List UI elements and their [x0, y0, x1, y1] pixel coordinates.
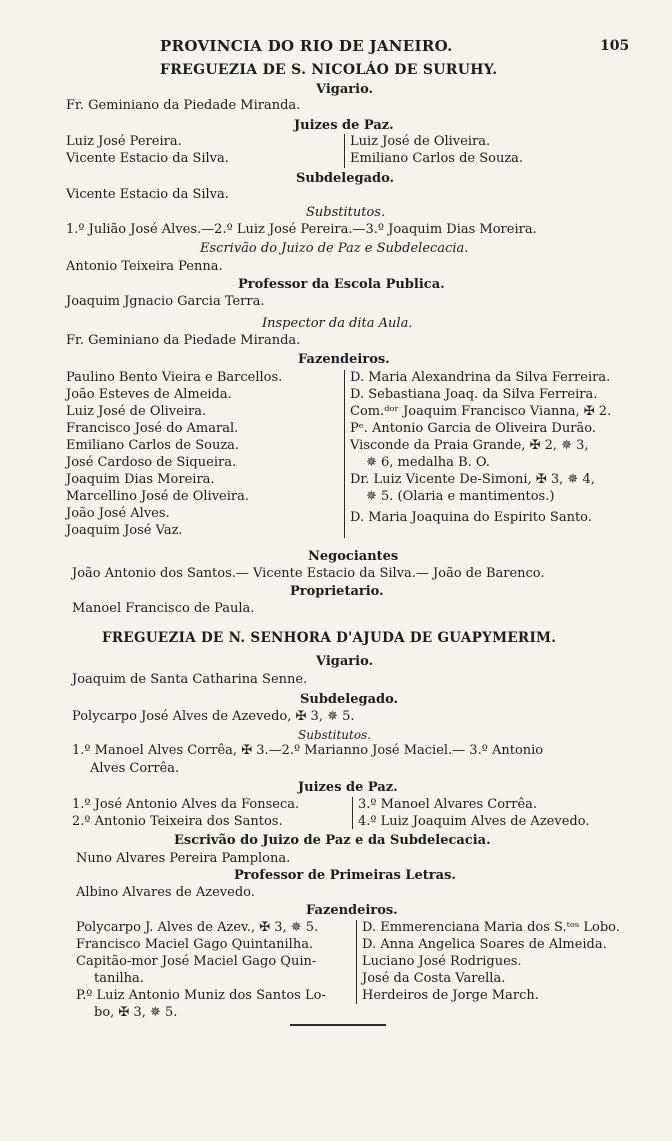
section-title-suruhy: FREGUEZIA DE S. NICOLÁO DE SURUHY. — [160, 62, 498, 78]
juizes-heading: Juizes de Paz. — [294, 118, 394, 133]
negociantes-heading: Negociantes — [308, 549, 399, 564]
fazendeiro-left: tanilha. — [94, 971, 144, 986]
fazendeiro-left: P.º Luiz Antonio Muniz dos Santos Lo- — [76, 988, 326, 1003]
professor-name: Joaquim Jgnacio Garcia Terra. — [66, 294, 265, 309]
fazendeiro-left: Francisco José do Amaral. — [66, 421, 239, 436]
escrivao-heading: Escrivão do Juizo de Paz e da Subdelecacia. — [174, 833, 491, 848]
fazendeiro-right: D. Emmerenciana Maria dos S.ᵗᵒˢ Lobo. — [362, 920, 620, 935]
fazendeiros-heading: Fazendeiros. — [306, 903, 398, 918]
fazendeiro-left: Emiliano Carlos de Souza. — [66, 438, 240, 453]
vigario-name: Fr. Geminiano da Piedade Miranda. — [66, 98, 301, 113]
fazendeiro-left: Polycarpo J. Alves de Azev., ✠ 3, ✵ 5. — [76, 920, 319, 935]
inspector-name: Fr. Geminiano da Piedade Miranda. — [66, 333, 301, 348]
vigario-heading: Vigario. — [316, 654, 374, 669]
fazendeiro-left: Joaquim Dias Moreira. — [66, 472, 215, 487]
vigario-heading: Vigario. — [316, 82, 374, 97]
fazendeiro-left: bo, ✠ 3, ✵ 5. — [94, 1005, 178, 1020]
page-number: 105 — [600, 38, 630, 54]
fazendeiro-left: Capitão-mor José Maciel Gago Quin- — [76, 954, 317, 969]
column-divider — [344, 134, 345, 168]
section-title-guapymerim: FREGUEZIA DE N. SENHORA D'AJUDA DE GUAPYMERIM. — [102, 630, 557, 646]
fazendeiros-heading: Fazendeiros. — [298, 352, 390, 367]
inspector-heading: Inspector da dita Aula. — [262, 316, 413, 331]
fazendeiro-right: D. Maria Alexandrina da Silva Ferreira. — [350, 370, 611, 385]
fazendeiro-right: ✵ 5. (Olaria e mantimentos.) — [366, 489, 555, 504]
professor-heading: Professor de Primeiras Letras. — [234, 868, 456, 883]
fazendeiro-right: José da Costa Varella. — [362, 971, 506, 986]
fazendeiro-right: D. Maria Joaquina do Espirito Santo. — [350, 510, 592, 525]
fazendeiro-left: Luiz José de Oliveira. — [66, 404, 207, 419]
fazendeiro-left: José Cardoso de Siqueira. — [66, 455, 237, 470]
escrivao-name: Nuno Alvares Pereira Pamplona. — [76, 851, 291, 866]
escrivao-heading: Escrivão do Juizo de Paz e Subdelecacia. — [200, 241, 469, 256]
juiz-left-2: 2.º Antonio Teixeira dos Santos. — [72, 814, 283, 829]
fazendeiro-left: Joaquim José Vaz. — [66, 523, 183, 538]
fazendeiro-right: Pᵉ. Antonio Garcia de Oliveira Durão. — [350, 421, 596, 436]
fazendeiro-right: Luciano José Rodrigues. — [362, 954, 522, 969]
subdelegado-name: Vicente Estacio da Silva. — [66, 187, 229, 202]
fazendeiro-right: Visconde da Praia Grande, ✠ 2, ✵ 3, — [350, 438, 589, 453]
negociantes-line: João Antonio dos Santos.— Vicente Estacio da Silva.— João de Barenco. — [72, 566, 545, 581]
subdelegado-name: Polycarpo José Alves de Azevedo, ✠ 3, ✵ 5. — [72, 709, 355, 724]
juiz-left-1: Luiz José Pereira. — [66, 134, 182, 149]
escrivao-name: Antonio Teixeira Penna. — [66, 259, 223, 274]
fazendeiro-left: Marcellino José de Oliveira. — [66, 489, 250, 504]
substitutos-line-1: 1.º Manoel Alves Corrêa, ✠ 3.—2.º Marianno José Maciel.— 3.º Antonio — [72, 743, 544, 758]
column-divider — [356, 920, 357, 1004]
end-rule — [290, 1024, 386, 1026]
column-divider — [344, 370, 345, 538]
subdelegado-heading: Subdelegado. — [296, 171, 395, 186]
running-header-title: PROVINCIA DO RIO DE JANEIRO. — [160, 37, 453, 55]
fazendeiro-right: D. Anna Angelica Soares de Almeida. — [362, 937, 607, 952]
professor-name: Albino Alvares de Azevedo. — [76, 885, 255, 900]
fazendeiro-left: João José Alves. — [66, 506, 170, 521]
fazendeiro-right: D. Sebastiana Joaq. da Silva Ferreira. — [350, 387, 598, 402]
juiz-left-2: Vicente Estacio da Silva. — [66, 151, 229, 166]
substitutos-heading: Substitutos. — [306, 205, 386, 220]
fazendeiro-left: Paulino Bento Vieira e Barcellos. — [66, 370, 283, 385]
proprietario-heading: Proprietario. — [290, 584, 384, 599]
substitutos-line-2: Alves Corrêa. — [90, 761, 180, 776]
fazendeiro-left: Francisco Maciel Gago Quintanilha. — [76, 937, 314, 952]
fazendeiro-right: Com.ᵈᵒʳ Joaquim Francisco Vianna, ✠ 2. — [350, 404, 612, 419]
substitutos-line: 1.º Julião José Alves.—2.º Luiz José Pereira.—3.º Joaquim Dias Moreira. — [66, 222, 537, 237]
proprietario-name: Manoel Francisco de Paula. — [72, 601, 255, 616]
subdelegado-heading: Subdelegado. — [300, 692, 399, 707]
fazendeiro-left: João Esteves de Almeida. — [66, 387, 232, 402]
professor-heading: Professor da Escola Publica. — [238, 277, 445, 292]
juiz-right-1: Luiz José de Oliveira. — [350, 134, 491, 149]
substitutos-heading: Substitutos. — [298, 728, 372, 742]
juiz-right-1: 3.º Manoel Alvares Corrêa. — [358, 797, 538, 812]
column-divider — [352, 797, 353, 829]
juiz-right-2: 4.º Luiz Joaquim Alves de Azevedo. — [358, 814, 590, 829]
juiz-left-1: 1.º José Antonio Alves da Fonseca. — [72, 797, 300, 812]
juiz-right-2: Emiliano Carlos de Souza. — [350, 151, 524, 166]
fazendeiro-right: Herdeiros de Jorge March. — [362, 988, 539, 1003]
juizes-heading: Juizes de Paz. — [298, 780, 398, 795]
fazendeiro-right: Dr. Luiz Vicente De-Simoni, ✠ 3, ✵ 4, — [350, 472, 595, 487]
fazendeiro-right: ✵ 6, medalha B. O. — [366, 455, 490, 470]
vigario-name: Joaquim de Santa Catharina Senne. — [72, 672, 308, 687]
